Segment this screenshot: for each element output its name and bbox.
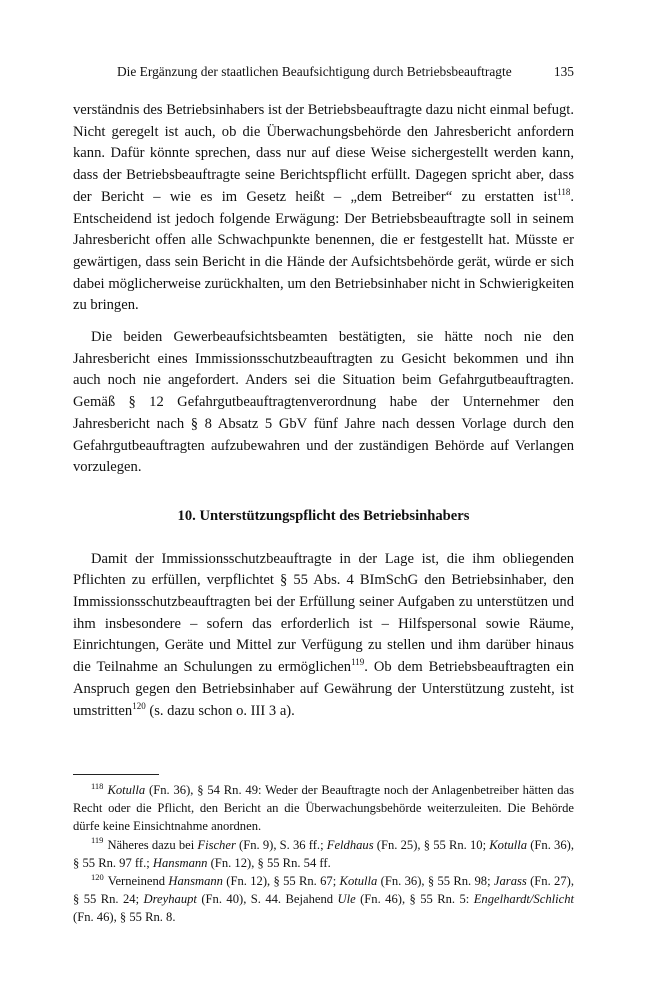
- footnote-ref-118[interactable]: 118: [557, 186, 571, 197]
- footnote-divider: [73, 774, 159, 775]
- paragraph-1: verständnis des Betriebsinhabers ist der Betriebsbeauftragte dazu nicht einmal befugt. Nicht geregelt ist auch, ob die Überwachungsbehörde den Jahresbericht anfordern kann. Dafür könnte sprechen, dass nur auf diese Weise sichergestellt werden kann, dass der Betriebsbeauftragte seine Berichtspflicht erfüllt. Dagegen spricht aber, dass der Bericht – wie es im Gesetz heißt – „dem Betreiber“ zu erstatten ist$^{118}$. Entscheidend ist jedoch folgende Erwägung: Der Betriebsbeauftragte soll in seinem Jahresbericht offen alle Schwachpunkte benennen, die er festgestellt hat. Müsste er gewärtigen, dass sein Bericht in die Hände der Aufsichtsbehörde gerät, würde er sich dabei möglicherweise zurückhalten, um den Betriebsinhaber nicht in Schwierigkeiten zu bringen.: [73, 102, 574, 314]
- footnote-ref-120[interactable]: 120: [132, 700, 146, 711]
- paragraph-3: Damit der Immissionsschutzbeauftragte in der Lage ist, die ihm obliegenden Pflichten zu erfüllen, verpflichtet § 55 Abs. 4 BImSchG den Betriebsinhaber, den Immissionsschutzbeauftragten bei der Erfüllung seiner Aufgaben zu unterstützen und ihm insbesondere – sofern das erforderlich ist – Hilfspersonal sowie Räume, Einrichtungen, Geräte und Mittel zur Verfügung zu stellen und ihm darüber hinaus die Teilnahme an Schulungen zu ermöglichen$^{119}$. Ob dem Betriebsbeauftragten ein Anspruch gegen den Betriebsinhaber auf Gewährung der Unterstützung zusteht, ist umstritten$^{120}$ (s. dazu schon o. III 3 a).: [73, 550, 575, 719]
- page-number: 135: [553, 64, 574, 79]
- section-heading: 10. Unterstützungspflicht des Betriebsinhabers: [177, 507, 470, 524]
- footnotes: [73, 781, 574, 927]
- footnote-120: $^{120}$ Verneinend Hansmann (Fn. 12), § 55 Rn. 67; Kotulla (Fn. 36), § 55 Rn. 98; Jarass (Fn. 27), § 55 Rn. 24; Dreyhaupt (Fn. 40), S. 44. Bejahend Ule (Fn. 46), § 55 Rn. 5: Engelhardt/Schlicht (Fn. 46), § 55 Rn. 8.: [73, 871, 574, 925]
- footnote-118: $^{118}$ Kotulla (Fn. 36), § 54 Rn. 49: Weder der Beauftragte noch der Anlagenbetreiber hätten das Recht oder die Pflicht, den Bericht an die Überwachungsbehörde weiterzuleiten. Die Behörde dürfe keine Einsichtnahme anordnen.: [73, 780, 574, 834]
- main-text: [73, 100, 574, 722]
- running-title: Die Ergänzung der staatlichen Beaufsichtigung durch Betriebsbeauftragte: [117, 64, 512, 79]
- paragraph-2: Die beiden Gewerbeaufsichtsbeamten bestätigten, sie hätte noch nie den Jahresbericht eines Immissionsschutzbeauftragten zu Gesicht bekommen und ihn auch noch nie angefordert. Anders sei die Situation beim Gefahrgutbeauftragten. Gemäß § 12 Gefahrgutbeauftragtenverordnung habe der Unternehmer den Jahresbericht nach § 8 Absatz 5 GbV fünf Jahre nach dessen Vorlage durch den Gefahrgutbeauftragten aufzubewahren und der zuständigen Behörde auf Verlangen vorzulegen.: [73, 329, 574, 476]
- footnote-ref-119[interactable]: 119: [351, 657, 365, 668]
- footnote-119: $^{119}$ Näheres dazu bei Fischer (Fn. 9), S. 36 ff.; Feldhaus (Fn. 25), § 55 Rn. 10; Kotulla (Fn. 36), § 55 Rn. 97 ff.; Hansmann (Fn. 12), § 55 Rn. 54 ff.: [73, 835, 574, 870]
- running-header: [73, 64, 574, 80]
